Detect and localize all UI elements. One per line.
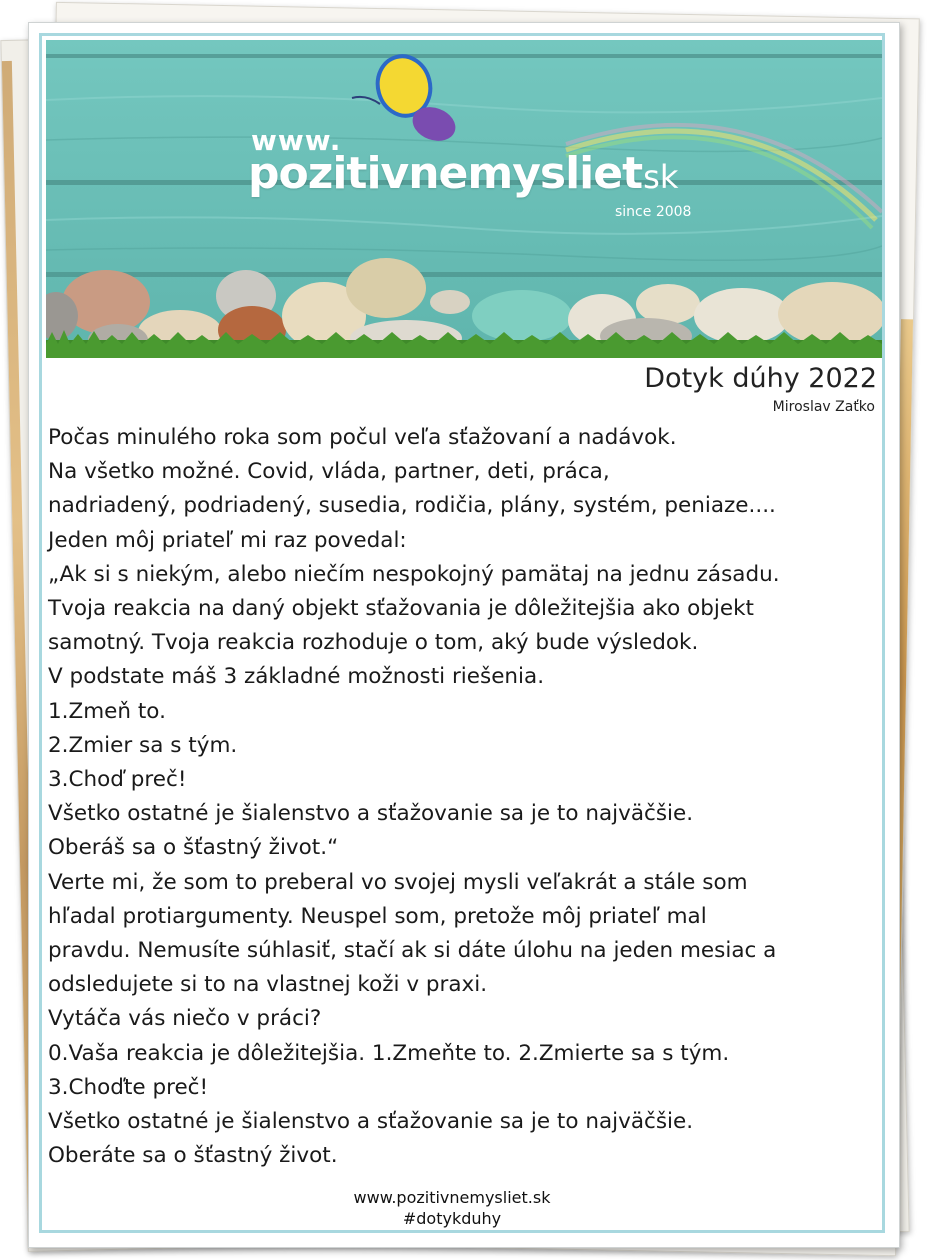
article-body: [48, 421, 878, 1173]
body-line: Počas minulého roka som počul veľa sťažovaní a nadávok.: [48, 425, 677, 450]
body-line: 3.Choďte preč!: [48, 1074, 209, 1100]
article-author: Miroslav Zaťko: [772, 399, 875, 415]
footer: [29, 1187, 875, 1229]
body-line: 2.Zmier sa s tým.: [48, 732, 238, 758]
body-line: „Ak si s niekým, alebo niečím nespokojný pamätaj na jednu zásadu.: [48, 561, 780, 587]
article-title: Dotyk dúhy 2022: [644, 363, 877, 394]
footer-url: www.pozitivnemysliet.sk: [353, 1188, 551, 1207]
body-line: 0.Vaša reakcia je dôležitejšia. 1.Zmeňte to. 2.Zmierte sa s tým.: [48, 1040, 730, 1066]
body-line: Oberáte sa o šťastný život.: [48, 1143, 338, 1169]
body-line: Tvoja reakcia na daný objekt sťažovania je dôležitejšia ako objekt: [48, 596, 754, 622]
body-line: samotný. Tvoja reakcia rozhoduje o tom, aký bude výsledok.: [48, 630, 699, 656]
body-line: Všetko ostatné je šialenstvo a sťažovanie sa je to najväčšie.: [48, 1109, 694, 1135]
body-line: Oberáš sa o šťastný život.“: [48, 835, 339, 861]
body-line: pravdu. Nemusíte súhlasiť, stačí ak si dáte úlohu na jeden mesiac a: [48, 938, 777, 964]
logo-www-text: www.: [251, 124, 342, 157]
body-line: Jeden môj priateľ mi raz povedal:: [48, 527, 407, 553]
footer-hashtag: #dotykduhy: [402, 1209, 502, 1228]
body-line: Všetko ostatné je šialenstvo a sťažovanie sa je to najväčšie.: [48, 801, 694, 827]
header-banner: [46, 40, 882, 358]
body-line: 1.Zmeň to.: [48, 698, 166, 724]
article-card: [28, 22, 900, 1248]
body-line: Na všetko možné. Covid, vláda, partner, deti, práca,: [48, 459, 610, 485]
body-line: odsledujete si to na vlastnej koži v praxi.: [48, 972, 488, 998]
body-line: Vytáča vás niečo v práci?: [48, 1006, 322, 1032]
banner-illustration: [46, 40, 882, 358]
body-line: hľadal protiargumenty. Neuspel som, pretože môj priateľ mal: [48, 903, 707, 929]
logo-tld: .sk: [633, 158, 679, 196]
body-line: 3.Choď preč!: [48, 767, 187, 793]
body-line: nadriadený, podriadený, susedia, rodičia, plány, systém, peniaze....: [48, 493, 776, 519]
logo-since: since 2008: [615, 204, 692, 220]
body-line: Verte mi, že som to preberal vo svojej mysli veľakrát a stále som: [48, 869, 748, 895]
body-line: V podstate máš 3 základné možnosti riešenia.: [48, 664, 545, 690]
logo-site-name: pozitivnemysliet: [248, 148, 643, 199]
